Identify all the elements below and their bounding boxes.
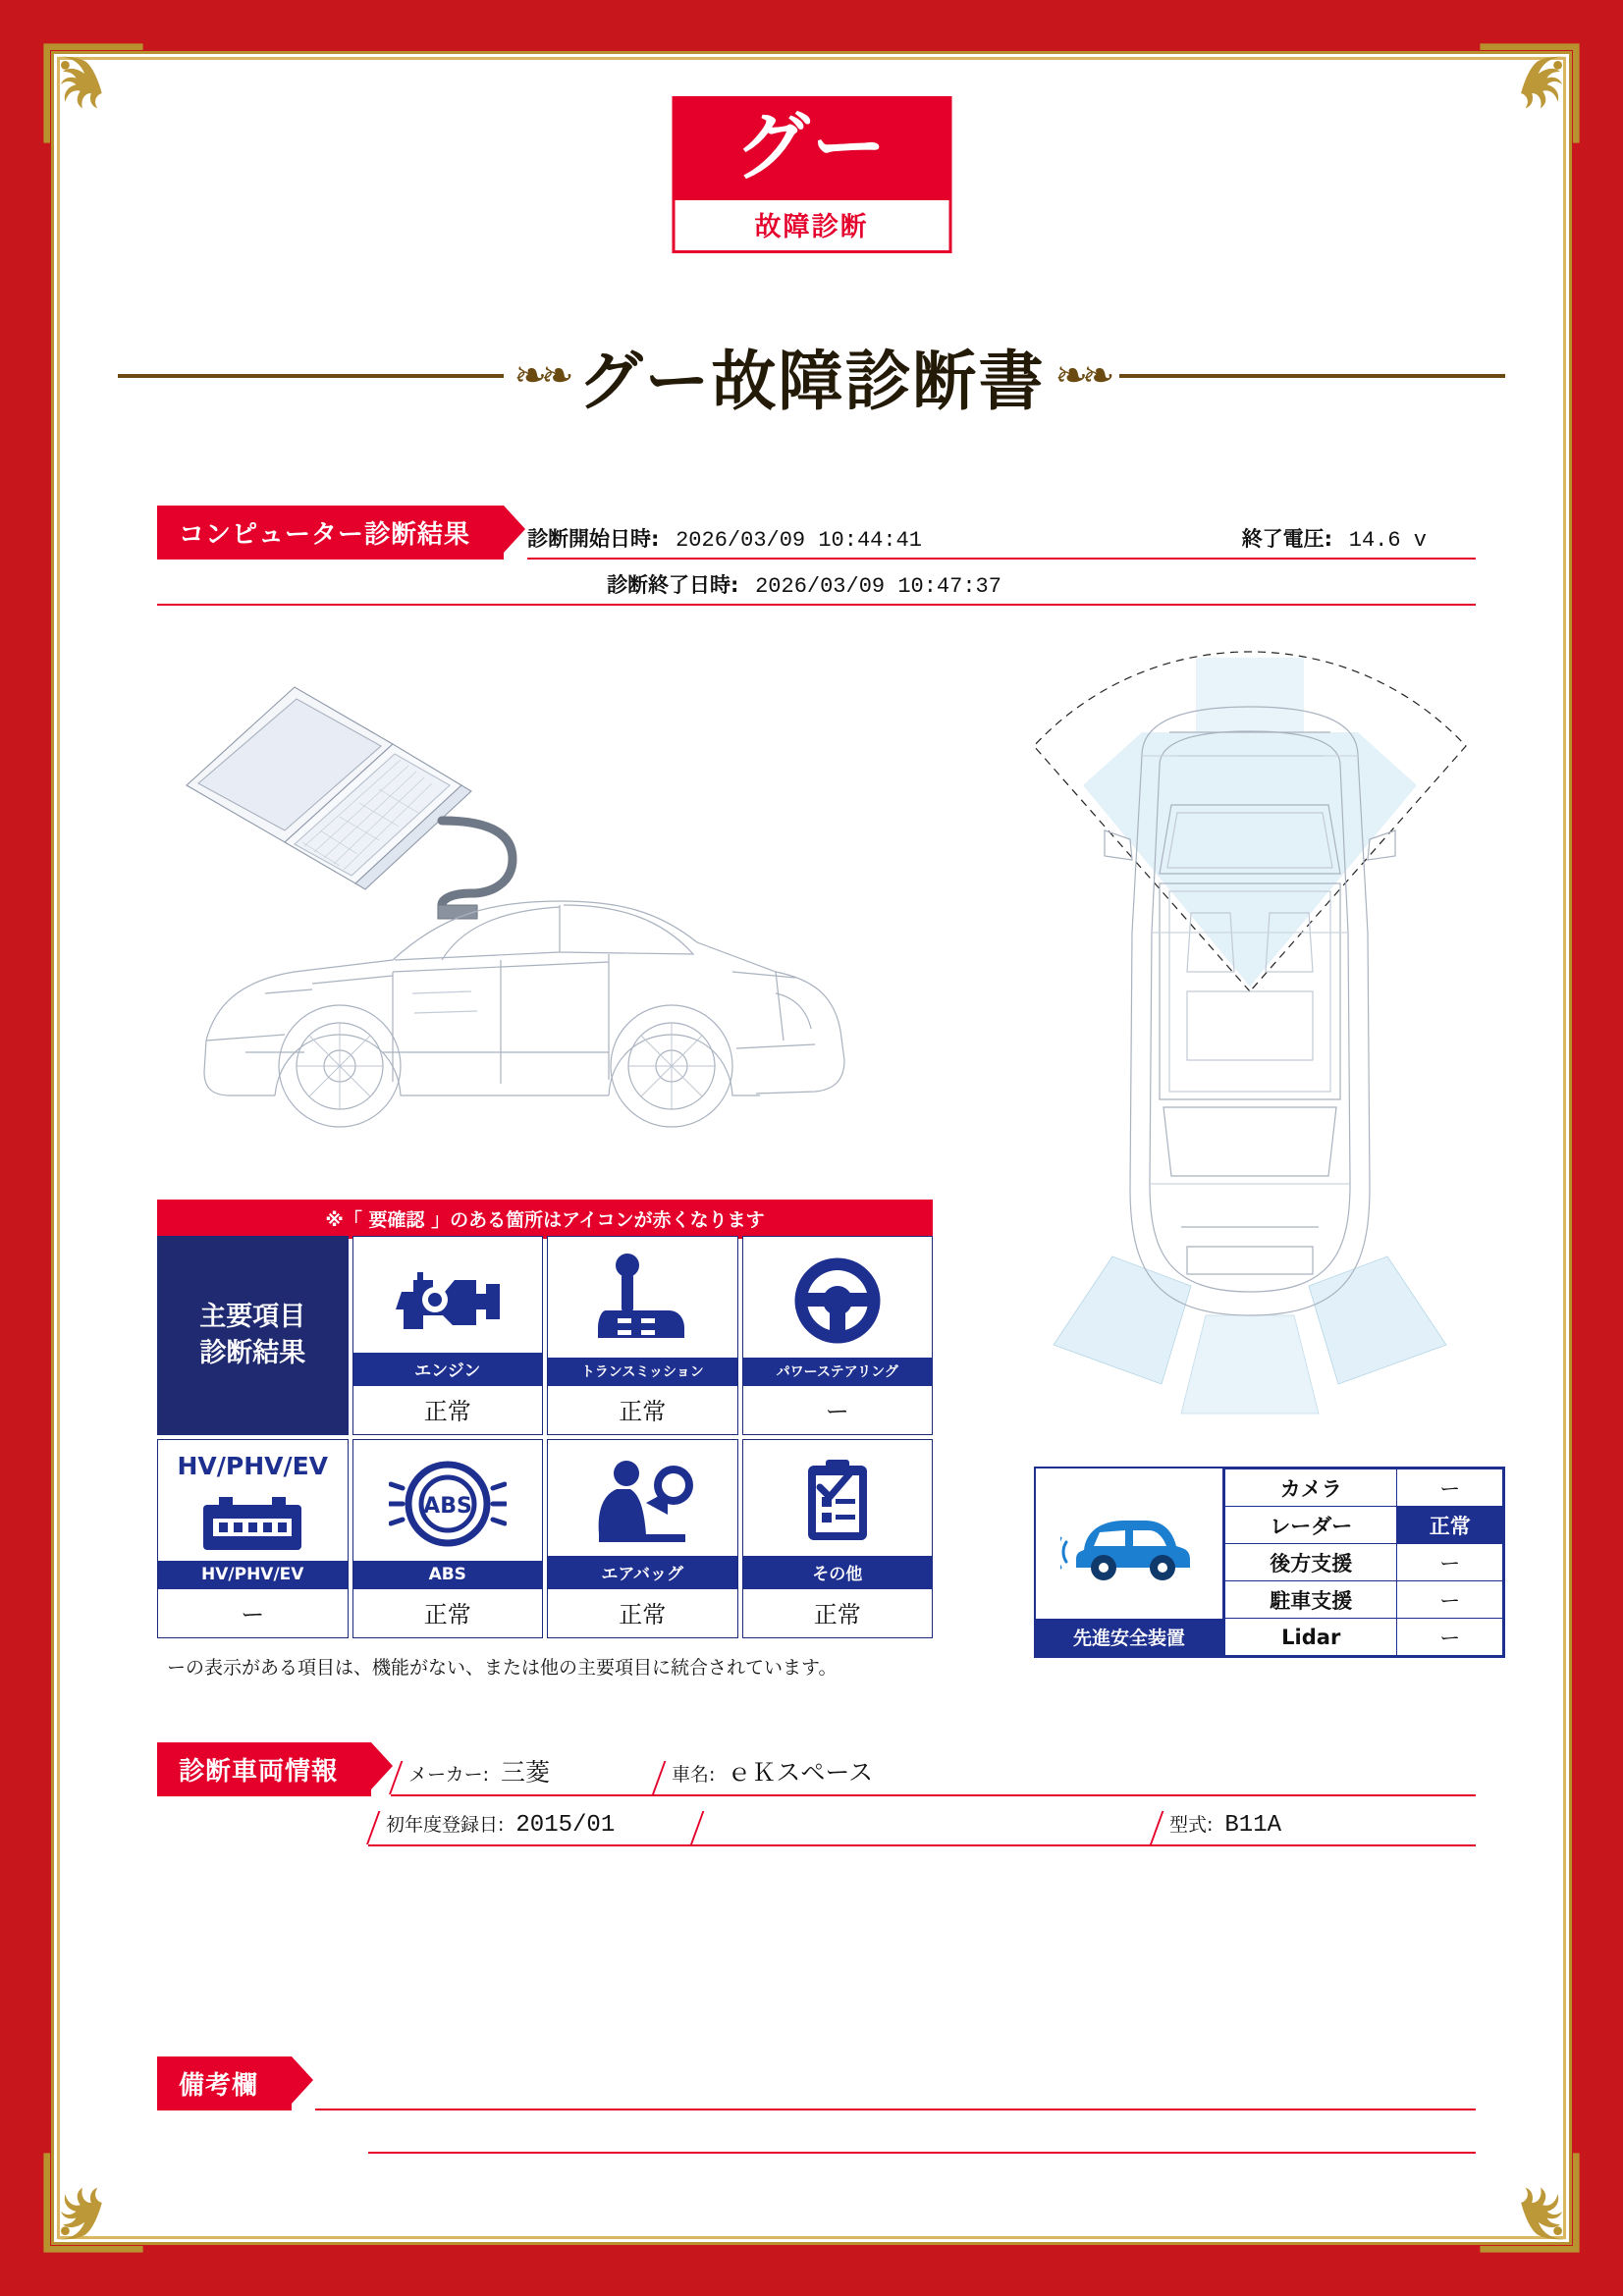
adas-table [1224, 1468, 1503, 1656]
item-power-steering[interactable] [742, 1236, 934, 1435]
item-other-result: 正常 [813, 1601, 861, 1629]
brand-logo [672, 96, 951, 253]
diagnosis-end-value: 2026/03/09 10:47:37 [755, 574, 1001, 599]
adas-name-lidar: Lidar [1225, 1619, 1397, 1656]
adas-row-radar [1225, 1507, 1503, 1544]
end-voltage [1242, 523, 1427, 553]
diagnosis-end-label: 診断終了日時: [607, 573, 739, 597]
model-label: 車名: [672, 1764, 716, 1786]
svg-text:ABS: ABS [422, 1493, 472, 1519]
logo-mark: グー [672, 96, 951, 200]
adas-value-parking-support: ー [1397, 1581, 1503, 1619]
type-value: B11A [1224, 1812, 1282, 1839]
item-transmission[interactable] [547, 1236, 738, 1435]
document-title: グー故障診断書 [577, 344, 1046, 419]
vehicle-info-section [157, 1742, 1476, 1846]
adas-value-lidar: ー [1397, 1619, 1503, 1656]
main-items-notice: ※「 要確認 」のある箇所はアイコンが赤くなります [157, 1200, 933, 1239]
main-items-footnote: ーの表示がある項目は、機能がない、または他の主要項目に統合されています。 [167, 1657, 838, 1679]
item-abs-result: 正常 [423, 1601, 471, 1629]
remarks-line-2[interactable] [368, 2110, 1476, 2154]
steering-wheel-icon [743, 1237, 933, 1358]
adas-panel [1034, 1467, 1505, 1658]
field-divider [652, 1761, 666, 1794]
diagnosis-end [607, 569, 1476, 599]
adas-value-camera: ー [1397, 1469, 1503, 1507]
adas-row-camera [1225, 1469, 1503, 1507]
adas-name-radar: レーダー [1225, 1507, 1397, 1544]
type-label: 型式: [1169, 1814, 1214, 1836]
diagnostic-laptop-car-illustration [147, 648, 923, 1158]
section-label-vehicle-info: 診断車両情報 [157, 1742, 371, 1796]
page-title [118, 329, 1505, 422]
field-divider [690, 1811, 704, 1844]
model-value: ｅＫスペース [727, 1758, 874, 1787]
adas-car-icon [1036, 1468, 1222, 1619]
item-engine-result: 正常 [423, 1398, 471, 1425]
field-first-registration [368, 1810, 692, 1846]
adas-name-camera: カメラ [1225, 1469, 1397, 1507]
item-hv-phv-ev[interactable] [157, 1439, 349, 1638]
item-hv-phv-ev-result: ー [241, 1601, 265, 1629]
main-items-header [157, 1236, 349, 1435]
main-items-grid [157, 1236, 933, 1638]
maker-label: メーカー: [408, 1764, 490, 1786]
title-ornament-right: ❧❧ [1055, 353, 1109, 398]
field-model [654, 1753, 1476, 1796]
item-transmission-result: 正常 [619, 1398, 667, 1425]
adas-row-rear-support [1225, 1544, 1503, 1581]
title-ornament-left: ❧❧ [514, 353, 568, 398]
field-type [1152, 1810, 1476, 1846]
airbag-icon [548, 1440, 737, 1556]
item-airbag-result: 正常 [619, 1601, 667, 1629]
adas-row-parking-support [1225, 1581, 1503, 1619]
item-airbag-label: エアバッグ [548, 1556, 737, 1589]
title-rule-left [118, 374, 504, 378]
diagnosis-start [527, 523, 922, 553]
item-hv-phv-ev-label: HV/PHV/EV [158, 1561, 348, 1589]
remarks-line-1[interactable] [315, 2071, 1476, 2110]
adas-row-lidar [1225, 1619, 1503, 1656]
end-voltage-value: 14.6 v [1348, 528, 1427, 553]
clipboard-icon [743, 1440, 933, 1556]
end-voltage-label: 終了電圧: [1241, 527, 1333, 551]
field-divider [366, 1811, 380, 1844]
battery-icon [158, 1484, 348, 1561]
adas-value-rear-support: ー [1397, 1544, 1503, 1581]
diagnosis-start-label: 診断開始日時: [527, 527, 660, 551]
item-abs[interactable] [352, 1439, 544, 1638]
adas-name-parking-support: 駐車支援 [1225, 1581, 1397, 1619]
item-transmission-label: トランスミッション [548, 1358, 737, 1386]
item-power-steering-label: パワーステアリング [743, 1358, 933, 1386]
abs-icon [353, 1440, 543, 1561]
logo-subtitle: 故障診断 [672, 200, 951, 253]
field-maker [391, 1753, 654, 1796]
engine-icon [353, 1237, 543, 1353]
adas-left-column [1036, 1468, 1224, 1656]
hv-phv-ev-title: HV/PHV/EV [177, 1452, 329, 1480]
remarks-section [157, 2056, 1476, 2154]
section-label-remarks: 備考欄 [157, 2056, 292, 2110]
adas-sensor-top-view-illustration [995, 638, 1505, 1423]
item-engine[interactable] [352, 1236, 544, 1435]
item-airbag[interactable] [547, 1439, 738, 1638]
field-divider [1150, 1811, 1163, 1844]
item-power-steering-result: ー [825, 1398, 849, 1425]
adas-name-rear-support: 後方支援 [1225, 1544, 1397, 1581]
main-items-header-line2: 診断結果 [199, 1337, 306, 1368]
adas-section-label: 先進安全装置 [1036, 1619, 1222, 1656]
section-label-computer-diagnosis: コンピューター診断結果 [157, 506, 504, 560]
diagnosis-start-value: 2026/03/09 10:44:41 [676, 528, 922, 553]
first-registration-label: 初年度登録日: [386, 1814, 505, 1836]
first-registration-value: 2015/01 [515, 1812, 616, 1839]
field-divider [389, 1761, 403, 1794]
main-items-header-line1: 主要項目 [199, 1302, 306, 1333]
item-abs-label: ABS [353, 1561, 543, 1589]
transmission-icon [548, 1237, 737, 1358]
item-other-label: その他 [743, 1556, 933, 1589]
field-spacer [692, 1839, 1152, 1846]
title-rule-right [1119, 374, 1505, 378]
item-engine-label: エンジン [353, 1353, 543, 1386]
computer-diagnosis-header [157, 506, 1476, 606]
maker-value: 三菱 [501, 1758, 551, 1787]
item-other[interactable] [742, 1439, 934, 1638]
adas-value-radar: 正常 [1397, 1507, 1503, 1544]
